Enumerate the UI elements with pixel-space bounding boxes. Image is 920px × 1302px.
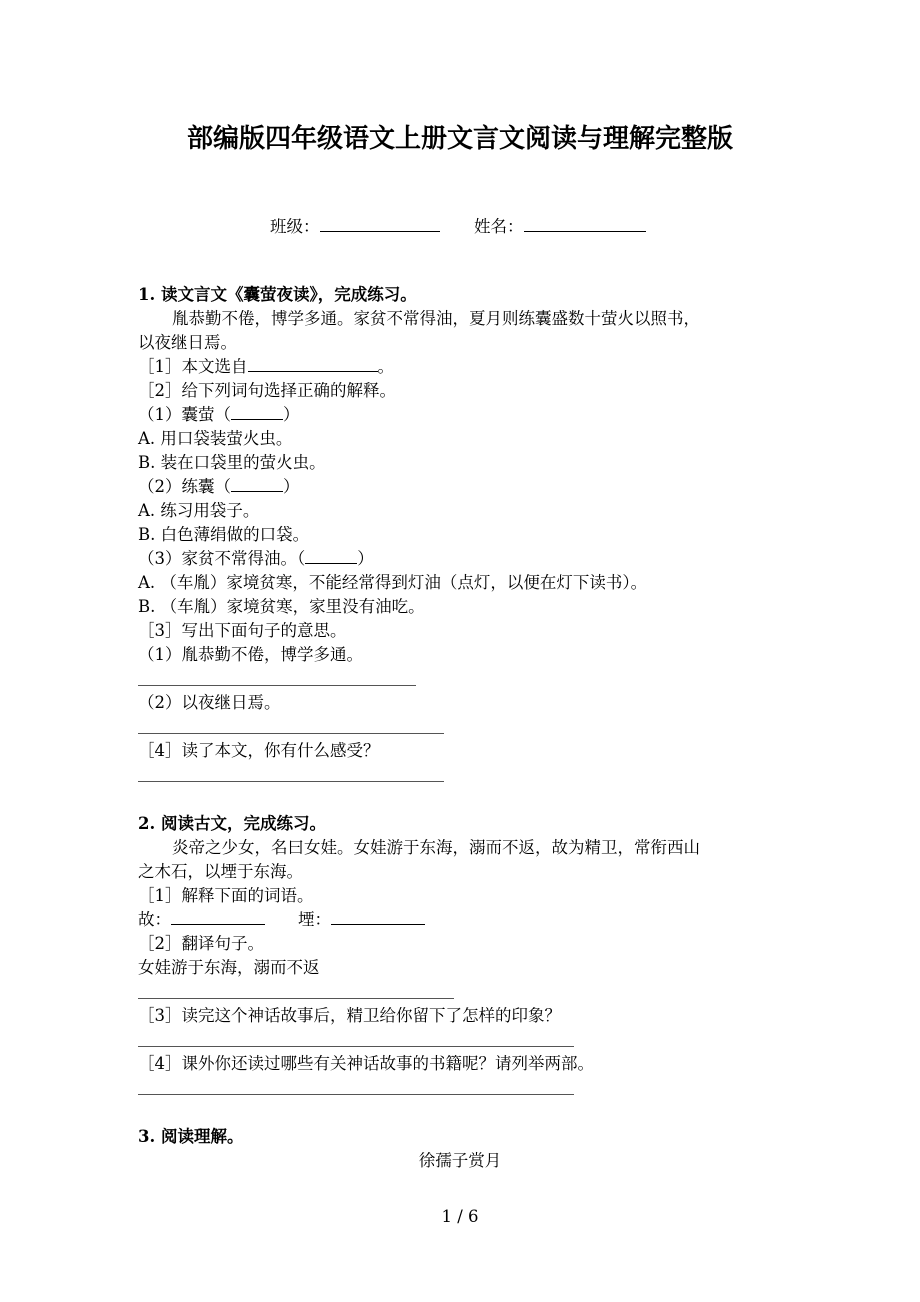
q1-sub2-item3-option-a: A. （车胤）家境贫寒，不能经常得到灯油（点灯，以便在灯下读书）。 <box>138 573 648 592</box>
q2-sub2-answer-line[interactable] <box>138 998 454 999</box>
q1-passage-line-2: 以夜继日焉。 <box>138 333 237 352</box>
class-blank[interactable] <box>320 217 440 232</box>
q1-sub2-item2-prompt: （2）练囊（ <box>138 477 231 496</box>
q2-sub3: ［3］读完这个神话故事后，精卫给你留下了怎样的印象？ <box>138 1006 561 1025</box>
q1-sub4-answer-line[interactable] <box>138 781 444 782</box>
q1-sub2-item3-option-b: B. （车胤）家境贫寒，家里没有油吃。 <box>138 597 425 616</box>
q1-sub2-item3-close: ） <box>357 549 374 568</box>
q1-sub2: ［2］给下列词句选择正确的解释。 <box>138 381 396 400</box>
q1-sub1-prompt: ［1］本文选自 <box>138 357 248 376</box>
q1-sub2-item1-prompt: （1）囊萤（ <box>138 405 231 424</box>
q1-sub3-item2-answer-line[interactable] <box>138 733 444 734</box>
name-blank[interactable] <box>524 217 646 232</box>
class-label: 班级： <box>270 217 320 236</box>
q1-sub1-blank[interactable] <box>248 357 378 372</box>
q2-passage-line-1: 炎帝之少女，名曰女娃。女娃游于东海，溺而不返，故为精卫，常衔西山 <box>172 838 700 857</box>
q2-sub1-word2-label: 堙： <box>298 910 331 929</box>
q2-sub1-word2-blank[interactable] <box>331 910 425 925</box>
q1-sub2-item3-blank[interactable] <box>305 549 357 564</box>
q2-sub1-word2 <box>298 909 425 931</box>
q2-heading: 2. 阅读古文，完成练习。 <box>138 814 326 833</box>
q1-sub2-item2-blank[interactable] <box>231 477 283 492</box>
q2-sub3-answer-line[interactable] <box>138 1046 574 1047</box>
name-field <box>474 216 646 238</box>
q2-passage-line-2: 之木石，以堙于东海。 <box>138 862 303 881</box>
q1-sub1 <box>138 356 394 378</box>
q1-sub2-item2-close: ） <box>283 477 300 496</box>
q2-sub4-answer-line[interactable] <box>138 1094 574 1095</box>
q1-sub3-item2: （2）以夜继日焉。 <box>138 693 281 712</box>
q1-sub2-item1-blank[interactable] <box>231 405 283 420</box>
q1-sub2-item1 <box>138 404 300 426</box>
q1-sub4: ［4］读了本文，你有什么感受？ <box>138 741 380 760</box>
page-title: 部编版四年级语文上册文言文阅读与理解完整版 <box>186 124 733 154</box>
q2-sub2-sentence: 女娃游于东海，溺而不返 <box>138 958 320 977</box>
q1-sub2-item2-option-a: A. 练习用袋子。 <box>138 501 260 520</box>
q2-sub1-word1 <box>138 909 265 931</box>
q2-sub1: ［1］解释下面的词语。 <box>138 886 314 905</box>
q1-sub1-end: 。 <box>377 357 394 376</box>
q1-heading: 1. 读文言文《囊萤夜读》，完成练习。 <box>138 285 417 304</box>
name-label: 姓名： <box>474 217 524 236</box>
q1-passage-line-1: 胤恭勤不倦，博学多通。家贫不常得油，夏月则练囊盛数十萤火以照书， <box>172 309 700 328</box>
q1-sub2-item1-option-a: A. 用口袋装萤火虫。 <box>138 429 293 448</box>
class-field <box>270 216 440 238</box>
q1-sub2-item3 <box>138 548 374 570</box>
q2-sub2: ［2］翻译句子。 <box>138 934 264 953</box>
q1-sub3: ［3］写出下面句子的意思。 <box>138 621 347 640</box>
q1-sub3-item1-answer-line[interactable] <box>138 685 416 686</box>
q1-sub2-item2-option-b: B. 白色薄绢做的口袋。 <box>138 525 310 544</box>
page-number: 1 / 6 <box>441 1207 479 1226</box>
q2-sub1-word1-label: 故： <box>138 910 171 929</box>
q1-sub2-item1-close: ） <box>283 405 300 424</box>
q1-sub3-item1: （1）胤恭勤不倦，博学多通。 <box>138 645 363 664</box>
q1-sub2-item3-prompt: （3）家贫不常得油。（ <box>138 549 306 568</box>
q2-sub4: ［4］课外你还读过哪些有关神话故事的书籍呢？请列举两部。 <box>138 1054 594 1073</box>
q1-sub2-item1-option-b: B. 装在口袋里的萤火虫。 <box>138 453 326 472</box>
q3-passage-title: 徐孺子赏月 <box>418 1151 502 1170</box>
q2-sub1-word1-blank[interactable] <box>171 910 265 925</box>
q3-heading: 3. 阅读理解。 <box>138 1127 244 1146</box>
q1-sub2-item2 <box>138 476 300 498</box>
